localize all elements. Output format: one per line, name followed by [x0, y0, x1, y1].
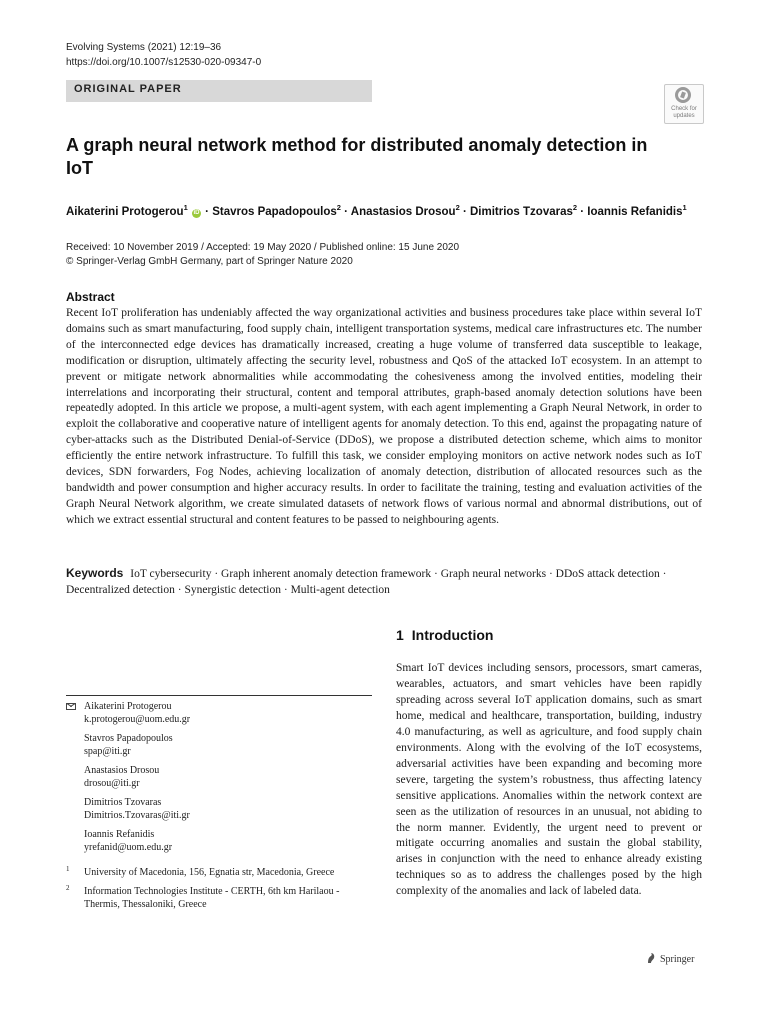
- publisher-name: Springer: [660, 954, 695, 965]
- author-separator: ·: [459, 205, 470, 218]
- check-for-updates-badge[interactable]: [664, 84, 704, 124]
- article-type-label: ORIGINAL PAPER: [74, 83, 182, 95]
- affiliation-text: University of Macedonia, 156, Egnatia str, Macedonia, Greece: [84, 867, 335, 878]
- keywords-list: IoT cybersecurity · Graph inherent anomaly detection framework · Graph neural networks · DDoS attack detection · Decentralized detection · Synergistic detection · Multi-agent detection: [66, 568, 667, 596]
- author-affiliation-ref: 2: [455, 203, 460, 212]
- author-separator: ·: [577, 205, 588, 218]
- copyright-line: © Springer-Verlag GmbH Germany, part of Springer Nature 2020: [66, 256, 353, 267]
- author-separator: ·: [201, 205, 213, 218]
- section-number: 1: [396, 627, 404, 643]
- author-name: Ioannis Refanidis: [587, 205, 683, 218]
- contact-entry: [66, 828, 372, 854]
- publisher-logo: [646, 952, 694, 965]
- abstract-text: Recent IoT proliferation has undeniably affected the way organizational activities and business procedures take place within several IoT domains such as smart manufacturing, food supply chain, intelligent transportation systems, medical care infrastructures etc. The number of the interconnected edge devices has dramatically increased, creating a huge volume of transferred data susceptible to leakage, modification or disruption, ultimately affecting the security level, robustness and QoS of the attacked IoT ecosystem. In an attempt to prevent or mitigate network abnormalities while accommodating the cohesiveness among the involved entities, modeling their interrelations and incorporating their structural, content and temporal attributes, graph-based anomaly detection solutions have been repeatedly adopted. In this article we propose, a multi-agent system, with each agent implementing a Graph Neural Network, in order to exploit the collaborative and cooperative nature of intelligent agents for anomaly detection. To this end, against the propagating nature of cyber-attacks such as the Distributed Denial-of-Service (DDoS), we propose a distributed detection scheme, which aims to monitor efficiently the entire network infrastructure. To fulfill this task, we consider employing monitors on active network nodes such as IoT devices, SDN forwarders, Fog Nodes, achieving localization of anomaly detection, distribution of allocated resources such as the bandwidth and power consumption and higher accuracy results. In order to facilitate the training, testing and evaluation activities of the Graph Neural Network algorithm, we create simulated datasets of network flows of various normal and abnormal distributions, out of which we extract essential structural and content features to be passed to neighbouring agents.: [66, 307, 702, 526]
- publication-dates: [66, 241, 459, 269]
- corresponding-author: [66, 700, 372, 726]
- contact-name: Dimitrios Tzovaras: [84, 797, 162, 808]
- introduction-text: Smart IoT devices including sensors, processors, smart cameras, wearables, actuators, and smart vehicles have been rapidly spreading across several IoT application domains, such as smart home, medical and healthcare, transportation, building, industry 4.0 manufacturing, as well as agriculture, and food supply chain environments. Along with the evolving of the IoT ecosystems, adversarial activities have been expanding and becoming more severe, targeting the system’s robustness, thus affecting latency sensitive applications. Anomalies within the network context are seen as the utilization of resources in an unusual, not abiding to the norm manner. Evidently, the urgent need to prevent or mitigate occurring anomalies and sustain the global stability, arises in conjunction with the need to enhance already existing techniques so as to address the challenges posed by the high complexity of the anomalies and lack of labeled data.: [396, 662, 702, 898]
- contact-entry: [66, 732, 372, 758]
- paper-title: A graph neural network method for distributed anomaly detection in IoT: [66, 135, 648, 178]
- keywords-heading: Keywords: [66, 566, 124, 580]
- contact-name: Stavros Papadopoulos: [84, 733, 173, 744]
- journal-citation: [66, 40, 261, 70]
- author-affiliation-ref: 1: [682, 203, 687, 212]
- footnote-divider: [66, 695, 372, 696]
- contact-email[interactable]: Dimitrios.Tzovaras@iti.gr: [84, 810, 190, 821]
- journal-issue: Evolving Systems (2021) 12:19–36: [66, 42, 222, 53]
- author-name: Aikaterini Protogerou: [66, 205, 184, 218]
- author-affiliation-ref: 2: [572, 203, 578, 212]
- contact-email[interactable]: k.protogerou@uom.edu.gr: [84, 714, 191, 725]
- check-for-updates-icon: [675, 87, 691, 103]
- springer-horse-icon: [646, 952, 656, 964]
- abstract-heading: Abstract: [66, 290, 115, 304]
- section-title: Introduction: [411, 627, 494, 643]
- affiliation-number: 2: [66, 884, 70, 892]
- keywords-block: [66, 565, 702, 598]
- contact-name: Ioannis Refanidis: [84, 829, 155, 840]
- contact-name: Anastasios Drosou: [84, 765, 160, 776]
- contact-email[interactable]: drosou@iti.gr: [84, 778, 140, 789]
- check-for-updates-label: Check for updates: [671, 106, 697, 119]
- doi-link[interactable]: https://doi.org/10.1007/s12530-020-09347-0: [66, 57, 262, 68]
- author-affiliation-ref: 2: [336, 203, 341, 212]
- correspondence-block: [66, 700, 372, 917]
- author-separator: ·: [340, 205, 351, 218]
- affiliation-number: 1: [66, 865, 70, 873]
- contact-email[interactable]: spap@iti.gr: [84, 746, 131, 757]
- contact-entry: [66, 764, 372, 790]
- article-type-banner: [66, 80, 372, 102]
- contact-name: Aikaterini Protogerou: [84, 701, 172, 712]
- author-name: Stavros Papadopoulos: [212, 205, 337, 218]
- author-affiliation-ref: 1: [183, 203, 188, 212]
- contact-entry: [66, 796, 372, 822]
- author-list: [66, 203, 687, 218]
- contact-email[interactable]: yrefanid@uom.edu.gr: [84, 842, 173, 853]
- history-dates: Received: 10 November 2019 / Accepted: 19 May 2020 / Published online: 15 June 2020: [66, 242, 460, 253]
- affiliation-text: Information Technologies Institute - CERTH, 6th km Harilaou - Thermis, Thessaloniki, Greece: [84, 886, 340, 910]
- orcid-icon[interactable]: iD: [193, 209, 200, 216]
- envelope-icon: [66, 703, 76, 710]
- affiliation-entry: [66, 885, 372, 911]
- author-name: Anastasios Drosou: [350, 205, 456, 218]
- section-heading-introduction: [396, 627, 493, 643]
- affiliation-entry: [66, 866, 372, 879]
- author-name: Dimitrios Tzovaras: [469, 205, 573, 218]
